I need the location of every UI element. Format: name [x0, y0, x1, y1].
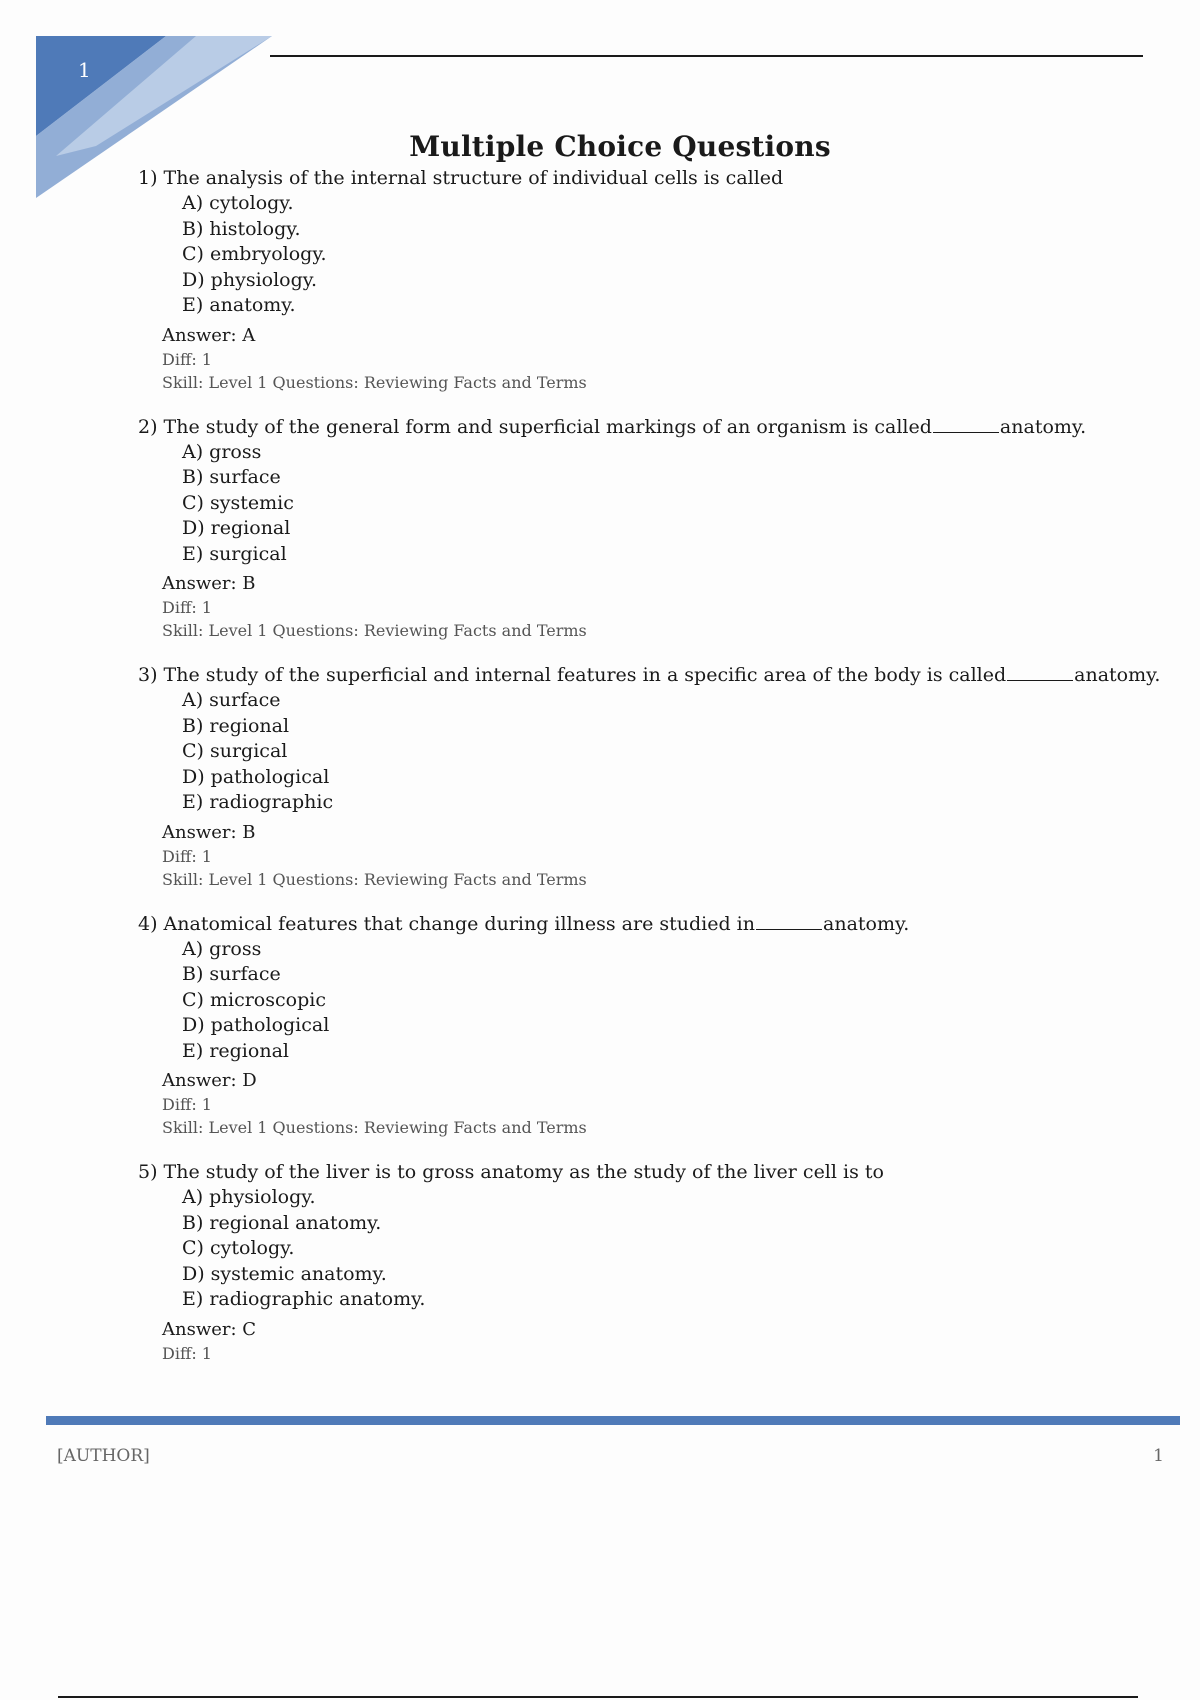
option-d: D) pathological — [182, 1014, 330, 1036]
option-d: D) pathological — [182, 765, 330, 788]
answer-line: Answer: D — [162, 1070, 257, 1091]
question-stem — [138, 662, 1161, 688]
option-c: C) embryology. — [182, 243, 327, 265]
question-list — [138, 165, 1161, 1365]
question-text-after: anatomy. — [1074, 664, 1161, 686]
answer-line: Answer: C — [162, 1318, 257, 1340]
difficulty-line: Diff: 1 — [162, 598, 212, 617]
header-page-number: 1 — [78, 58, 91, 82]
question-stem — [138, 165, 1138, 191]
fill-in-blank — [933, 414, 999, 433]
option-b: B) surface — [182, 466, 281, 488]
question-stem — [138, 1159, 1138, 1185]
question-text-after: anatomy. — [999, 415, 1087, 438]
question-2 — [138, 414, 1138, 643]
question-meta — [162, 821, 1138, 891]
difficulty-line: Diff: 1 — [162, 1343, 212, 1363]
option-d: D) physiology. — [182, 268, 318, 291]
page-title: Multiple Choice Questions — [409, 130, 831, 163]
option-a: A) cytology. — [182, 192, 294, 214]
difficulty-line: Diff: 1 — [162, 349, 212, 369]
question-text: 3) The study of the superficial and internal features in a specific area of the body is called — [138, 664, 1007, 686]
answer-line: Answer: A — [162, 324, 256, 346]
option-c: C) microscopic — [182, 988, 326, 1011]
option-b: B) regional — [182, 714, 290, 737]
answer-options — [182, 1185, 1138, 1313]
option-e: E) surgical — [182, 542, 287, 565]
skill-line: Skill: Level 1 Questions: Reviewing Facts and Terms — [162, 372, 587, 392]
question-text: 4) Anatomical features that change during illness are studied in — [138, 912, 755, 935]
question-meta — [162, 1069, 1138, 1139]
question-text-after: anatomy. — [823, 912, 910, 935]
answer-options — [182, 191, 1138, 319]
question-meta — [162, 324, 1138, 394]
question-meta — [162, 1318, 1138, 1365]
option-b: B) surface — [182, 963, 281, 985]
difficulty-line: Diff: 1 — [162, 1095, 212, 1114]
question-3 — [138, 662, 1161, 891]
option-b: B) histology. — [182, 217, 301, 240]
question-text: 2) The study of the general form and superficial markings of an organism is called — [138, 415, 932, 438]
question-stem — [138, 414, 1138, 440]
option-d: D) systemic anatomy. — [182, 1262, 387, 1285]
option-a: A) gross — [182, 937, 262, 960]
option-e: E) radiographic anatomy. — [182, 1288, 426, 1310]
skill-line: Skill: Level 1 Questions: Reviewing Facts and Terms — [162, 869, 587, 889]
option-e: E) regional — [182, 1039, 289, 1062]
answer-line: Answer: B — [162, 573, 256, 594]
question-text: 5) The study of the liver is to gross anatomy as the study of the liver cell is to — [138, 1161, 884, 1183]
question-stem — [138, 911, 1138, 937]
option-c: C) cytology. — [182, 1237, 295, 1259]
option-a: A) gross — [182, 440, 262, 463]
option-d: D) regional — [182, 517, 291, 539]
option-c: C) systemic — [182, 491, 294, 514]
skill-line: Skill: Level 1 Questions: Reviewing Facts and Terms — [162, 621, 587, 640]
option-e: E) radiographic — [182, 791, 334, 813]
option-a: A) physiology. — [182, 1186, 316, 1208]
bottom-rule — [58, 1696, 1138, 1698]
answer-options — [182, 440, 1138, 568]
fill-in-blank — [1007, 662, 1073, 681]
question-1 — [138, 165, 1138, 394]
option-c: C) surgical — [182, 740, 288, 762]
question-4 — [138, 911, 1138, 1140]
footer-page-number: 1 — [1153, 1446, 1164, 1466]
answer-options — [182, 688, 1138, 816]
footer-band — [46, 1416, 1180, 1425]
fill-in-blank — [756, 911, 822, 930]
answer-line: Answer: B — [162, 821, 256, 843]
option-a: A) surface — [182, 689, 281, 711]
option-e: E) anatomy. — [182, 294, 296, 316]
skill-line: Skill: Level 1 Questions: Reviewing Facts and Terms — [162, 1118, 587, 1137]
header-rule — [270, 55, 1143, 57]
footer-author: [AUTHOR] — [57, 1446, 150, 1466]
answer-options — [182, 937, 1138, 1065]
question-5 — [138, 1159, 1138, 1365]
option-b: B) regional anatomy. — [182, 1211, 382, 1234]
question-meta — [162, 572, 1138, 642]
question-text: 1) The analysis of the internal structure of individual cells is called — [138, 167, 784, 189]
difficulty-line: Diff: 1 — [162, 846, 212, 866]
